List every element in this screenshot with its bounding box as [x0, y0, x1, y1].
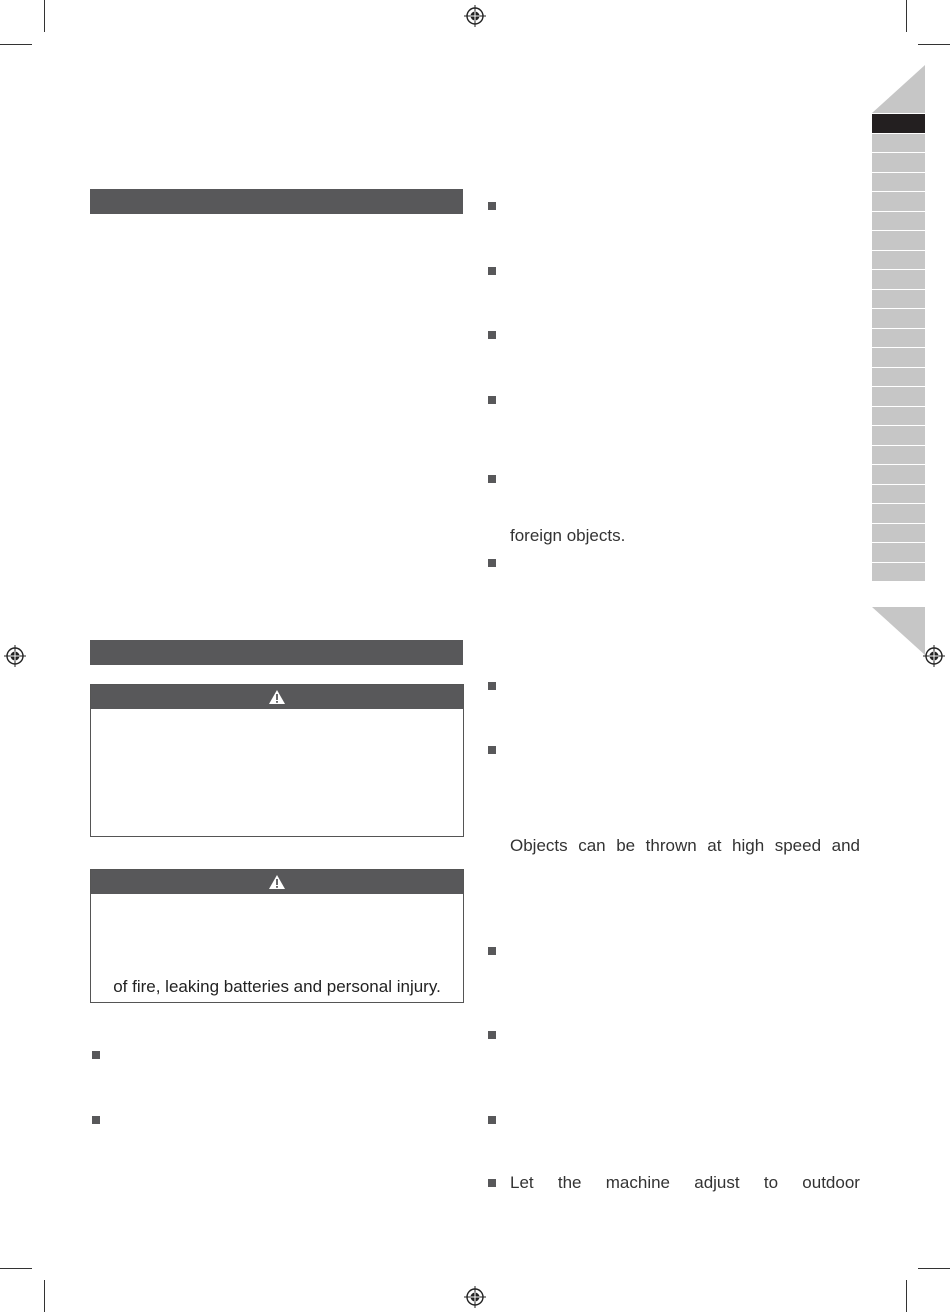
word: Let — [510, 1173, 534, 1192]
language-tab — [872, 407, 925, 427]
word: Objects — [510, 836, 568, 855]
language-tab — [872, 524, 925, 544]
crop-mark — [918, 1268, 950, 1269]
word: and — [831, 836, 860, 855]
tab-strip-bottom-triangle — [872, 607, 925, 655]
language-tab — [872, 309, 925, 329]
word: high — [732, 836, 765, 855]
language-tab — [872, 465, 925, 485]
bullet-icon — [488, 396, 496, 404]
bullet-icon — [488, 1031, 496, 1039]
language-tab — [872, 563, 925, 583]
language-tab — [872, 153, 925, 173]
word: to — [763, 1173, 779, 1192]
language-tab — [872, 387, 925, 407]
word: outdoor — [802, 1173, 860, 1192]
bullet-text — [510, 1173, 860, 1193]
word: speed — [774, 836, 822, 855]
language-tab — [872, 192, 925, 212]
registration-mark-icon — [464, 5, 486, 27]
crop-mark — [0, 1268, 32, 1269]
language-tab-strip — [872, 114, 925, 582]
bullet-icon — [92, 1116, 100, 1124]
bullet-continuation-text — [510, 836, 860, 856]
warning-box — [90, 869, 464, 1003]
language-tab — [872, 251, 925, 271]
bullet-continuation-text: foreign objects. — [510, 526, 626, 545]
language-tab — [872, 290, 925, 310]
crop-mark — [44, 0, 45, 32]
language-tab — [872, 426, 925, 446]
registration-mark-icon — [464, 1286, 486, 1308]
language-tab — [872, 270, 925, 290]
warning-header — [91, 685, 463, 709]
language-tab — [872, 134, 925, 154]
word: machine — [605, 1173, 671, 1192]
language-tab — [872, 504, 925, 524]
tab-strip-top-triangle — [872, 65, 925, 113]
warning-text: of fire, leaking batteries and personal injury. — [113, 977, 441, 996]
crop-mark — [0, 44, 32, 45]
bullet-icon — [488, 1179, 496, 1187]
warning-triangle-icon — [268, 689, 286, 705]
section-header-bar — [90, 189, 463, 214]
language-tab — [872, 485, 925, 505]
word: thrown — [645, 836, 697, 855]
language-tab — [872, 231, 925, 251]
section-header-bar — [90, 640, 463, 665]
crop-mark — [906, 1280, 907, 1312]
bullet-icon — [488, 267, 496, 275]
warning-header — [91, 870, 463, 894]
bullet-icon — [488, 475, 496, 483]
warning-triangle-icon — [268, 874, 286, 890]
warning-box — [90, 684, 464, 837]
registration-mark-icon — [4, 645, 26, 667]
bullet-icon — [488, 202, 496, 210]
bullet-icon — [488, 331, 496, 339]
registration-mark-icon — [923, 645, 945, 667]
word: at — [707, 836, 722, 855]
bullet-icon — [488, 1116, 496, 1124]
language-tab — [872, 543, 925, 563]
bullet-icon — [488, 559, 496, 567]
language-tab — [872, 212, 925, 232]
bullet-icon — [488, 947, 496, 955]
bullet-icon — [92, 1051, 100, 1059]
bullet-icon — [488, 682, 496, 690]
word: can — [578, 836, 606, 855]
word: the — [557, 1173, 582, 1192]
language-tab — [872, 114, 925, 134]
crop-mark — [918, 44, 950, 45]
language-tab — [872, 446, 925, 466]
word: be — [616, 836, 636, 855]
language-tab — [872, 368, 925, 388]
language-tab — [872, 348, 925, 368]
word: adjust — [694, 1173, 740, 1192]
language-tab — [872, 173, 925, 193]
language-tab — [872, 329, 925, 349]
crop-mark — [44, 1280, 45, 1312]
crop-mark — [906, 0, 907, 32]
bullet-icon — [488, 746, 496, 754]
